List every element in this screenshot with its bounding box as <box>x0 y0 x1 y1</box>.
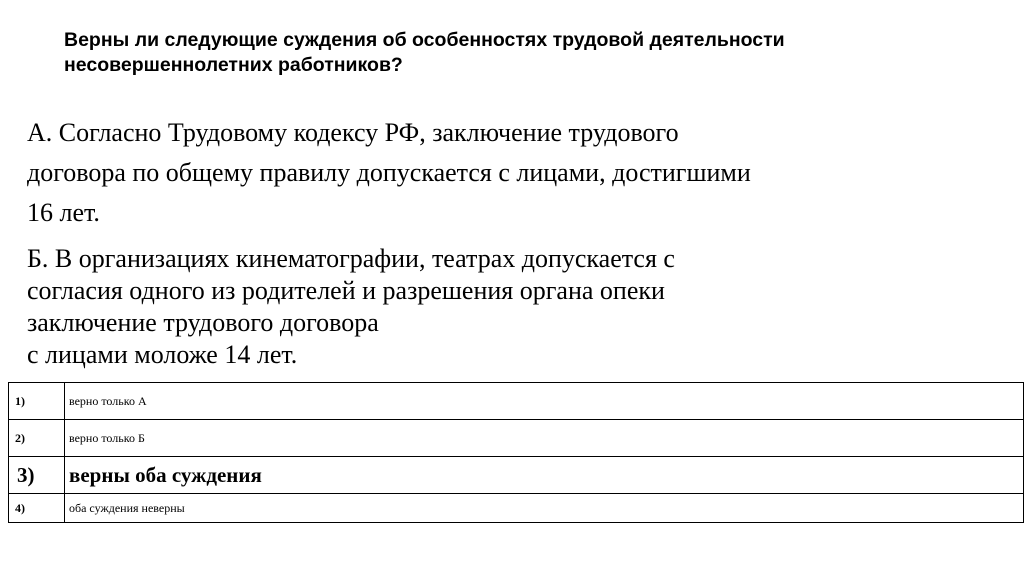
answer-option-4[interactable] <box>9 494 1024 523</box>
answer-option-3[interactable] <box>9 457 1024 494</box>
statement-b-line-3: заключение трудового договора <box>27 308 379 337</box>
option-text: верно только Б <box>65 420 1024 457</box>
option-text: верны оба суждения <box>65 457 1024 494</box>
option-number: 2) <box>9 420 65 457</box>
option-text: оба суждения неверны <box>65 494 1024 523</box>
statement-a-line-1: А. Согласно Трудовому кодексу РФ, заключение трудового <box>27 118 679 147</box>
statement-b-line-1: Б. В организациях кинематографии, театрах допускается с <box>27 244 675 273</box>
answer-option-2[interactable] <box>9 420 1024 457</box>
option-number: 4) <box>9 494 65 523</box>
option-number: 3) <box>9 457 65 494</box>
statement-b-line-2: согласия одного из родителей и разрешения органа опеки <box>27 276 665 305</box>
answer-option-1[interactable] <box>9 383 1024 420</box>
statement-a <box>27 113 927 233</box>
statement-a-line-3: 16 лет. <box>27 198 100 227</box>
question-line-2: несовершеннолетних работников? <box>64 54 403 76</box>
statement-b-line-4: с лицами моложе 14 лет. <box>27 340 298 369</box>
statement-b <box>27 243 927 371</box>
question-line-1: Верны ли следующие суждения об особенностях трудовой деятельности <box>64 29 785 51</box>
option-number: 1) <box>9 383 65 420</box>
question-heading <box>64 28 964 78</box>
option-text: верно только А <box>65 383 1024 420</box>
answer-options-table <box>8 382 1024 523</box>
statement-a-line-2: договора по общему правилу допускается с лицами, достигшими <box>27 158 751 187</box>
